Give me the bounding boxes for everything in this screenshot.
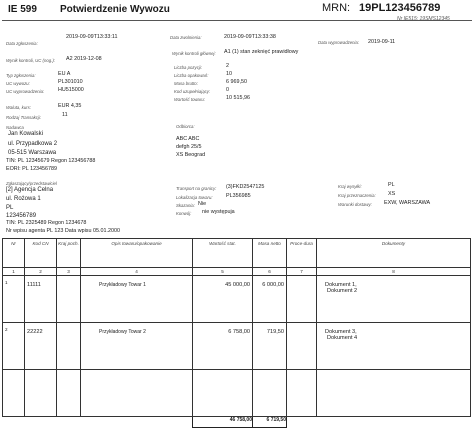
row-kraj-text bbox=[57, 323, 80, 327]
empty-cell bbox=[317, 370, 471, 417]
row-kraj bbox=[57, 323, 81, 370]
header-wartosc: Wartość stat. bbox=[193, 239, 253, 268]
row-procedura-text bbox=[287, 323, 316, 327]
warunki-dostawy-value: EXW, WARSZAWA bbox=[384, 200, 431, 206]
empty-cell bbox=[81, 370, 193, 417]
masa-brutto-label: Masa brutto: bbox=[174, 81, 198, 86]
row-kod-cn-text: 11111 bbox=[27, 282, 41, 288]
empty-cell bbox=[287, 370, 317, 417]
blank-cell bbox=[3, 417, 25, 428]
row-doc-line: Dokument 4 bbox=[327, 335, 358, 341]
row-kraj bbox=[57, 276, 81, 323]
kraj-wysylki-label: Kraj wysyłki: bbox=[338, 184, 362, 189]
column-number: 1 bbox=[3, 268, 25, 276]
typ-zgloszenia-label: Typ zgłoszenia: bbox=[6, 73, 36, 78]
row-dokumenty bbox=[317, 323, 471, 370]
kod-uzupelniajacy-label: Kod uzupełniający: bbox=[174, 89, 211, 94]
uc-wywozu-label: UC wywozu: bbox=[6, 81, 30, 86]
blank-cell bbox=[57, 417, 81, 428]
empty-cell bbox=[193, 370, 253, 417]
document-code: IE 599 bbox=[8, 4, 37, 15]
kraj-wysylki-value: PL bbox=[388, 182, 395, 188]
zglaszajacy-street: ul. Rożowa 1 bbox=[6, 196, 41, 202]
header-procedura: Proce-dura bbox=[287, 239, 317, 268]
zglaszajacy-wpis: Nr wpisu agenta PL 123 Data wpisu 05.01.2000 bbox=[6, 228, 120, 234]
wynik-uc-label: Wynik kontroli, UC (nog.): bbox=[6, 58, 55, 63]
wynik-kontroli-value: A1 (1) stan zeknięć prawidłowy bbox=[224, 49, 299, 55]
row-doc-line: Dokument 1, bbox=[325, 282, 357, 288]
row-nr bbox=[3, 276, 25, 323]
header-divider bbox=[2, 20, 472, 21]
data-wyprowadzenia-value: 2019-09-11 bbox=[368, 39, 396, 45]
row-masa-text: 6 000,00 bbox=[262, 282, 284, 288]
document-title: Potwierdzenie Wywozu bbox=[60, 4, 170, 15]
rodzaj-transakcji-value: 11 bbox=[62, 112, 68, 118]
empty-cell bbox=[25, 370, 57, 417]
transport-label: Transport na granicy: bbox=[176, 186, 217, 191]
row-kod-cn bbox=[25, 323, 57, 370]
row-nr-text: 2 bbox=[5, 327, 8, 332]
blank-cell bbox=[287, 417, 317, 428]
header-nr: Nr bbox=[3, 239, 25, 268]
liczba-opakowan-value: 10 bbox=[226, 71, 232, 77]
kraj-przeznaczenia-label: Kraj przeznaczenia: bbox=[338, 193, 376, 198]
kod-uzupelniajacy-value: 0 bbox=[226, 87, 229, 93]
nadawca-street: ul. Przypadkowa 2 bbox=[8, 141, 58, 147]
column-number: 5 bbox=[193, 268, 253, 276]
mrn-label: MRN: bbox=[322, 2, 351, 14]
nadawca-name: Jan Kowalski bbox=[8, 131, 44, 137]
row-wartosc bbox=[193, 276, 253, 323]
row-kod-cn-text: 22222 bbox=[27, 329, 43, 335]
table-row-empty bbox=[3, 370, 471, 417]
zglaszajacy-country: PL bbox=[6, 205, 14, 211]
skazania-value: Nie bbox=[198, 201, 207, 207]
nadawca-tin: TIN: PL 12345679 Regon 123456788 bbox=[6, 158, 96, 164]
header-masa: Masa netto bbox=[253, 239, 287, 268]
row-doc-line: Dokument 2 bbox=[327, 288, 358, 294]
row-masa bbox=[253, 323, 287, 370]
goods-table bbox=[2, 238, 471, 428]
lokalizacja-label: Lokalizacja towaru: bbox=[176, 195, 213, 200]
zglaszajacy-label: Zgłaszający/przedstawiciel bbox=[6, 181, 57, 186]
masa-brutto-value: 6 969,50 bbox=[226, 79, 247, 85]
wartosc-towaru-label: Wartość towaru: bbox=[174, 97, 205, 102]
row-masa-text: 719,50 bbox=[266, 329, 284, 335]
zglaszajacy-name: [2] Agencja Celna bbox=[6, 187, 54, 193]
blank-cell bbox=[81, 417, 193, 428]
empty-cell bbox=[57, 370, 81, 417]
ie515-reference: Nr IE515: 19SMS12345 bbox=[397, 16, 450, 22]
uc-wyprowadzenia-value: HU515000 bbox=[58, 87, 84, 93]
empty-cell bbox=[253, 370, 287, 417]
header-kod-cn: Kod CN bbox=[25, 239, 57, 268]
table-row bbox=[3, 323, 471, 370]
blank-cell bbox=[317, 417, 471, 428]
row-wartosc bbox=[193, 323, 253, 370]
column-number: 7 bbox=[287, 268, 317, 276]
row-kraj-text bbox=[57, 276, 80, 280]
odbiorca-name: ABC ABC bbox=[176, 136, 200, 142]
row-procedura-text bbox=[287, 276, 316, 280]
data-zwolnienia-value: 2019-09-09T13:33:38 bbox=[224, 34, 276, 40]
transport-value: (3)FKD2547125 bbox=[226, 184, 265, 190]
row-opis bbox=[81, 323, 193, 370]
liczba-opakowan-label: Liczba opakowań: bbox=[174, 73, 209, 78]
konwoj-value: nie występuja bbox=[202, 209, 235, 215]
row-opis-text: Przykładowy Towar 1 bbox=[99, 282, 146, 288]
wynik-uc-value: A2 2019-12-08 bbox=[66, 56, 102, 62]
row-opis-text: Przykładowy Towar 2 bbox=[99, 329, 146, 335]
column-number: 3 bbox=[57, 268, 81, 276]
data-zgloszenia-label: Data zgłoszenia: bbox=[6, 41, 38, 46]
row-procedura bbox=[287, 323, 317, 370]
row-kod-cn bbox=[25, 276, 57, 323]
header-dokumenty: Dokumenty bbox=[317, 239, 471, 268]
rodzaj-transakcji-label: Rodzaj Transakcji: bbox=[6, 115, 42, 120]
typ-zgloszenia-value: EU A bbox=[58, 71, 71, 77]
row-wartosc-text: 45 000,00 bbox=[225, 282, 250, 288]
waluta-value: EUR 4,35 bbox=[58, 103, 82, 109]
odbiorca-street: defgh 25/5 bbox=[176, 144, 202, 150]
column-number: 2 bbox=[25, 268, 57, 276]
nadawca-city: 05-515 Warszawa bbox=[8, 150, 57, 156]
column-number: 6 bbox=[253, 268, 287, 276]
wartosc-towaru-value: 10 515,96 bbox=[226, 95, 250, 101]
warunki-dostawy-label: Warunki dostawy: bbox=[338, 202, 372, 207]
wynik-kontroli-label: Wynik kontroli głównej: bbox=[172, 51, 216, 56]
nadawca-label: Nadawca bbox=[6, 125, 24, 130]
skazania-label: Skazania: bbox=[176, 203, 195, 208]
data-wyprowadzenia-label: Data wyprowadzenia: bbox=[318, 40, 360, 45]
row-nr bbox=[3, 323, 25, 370]
konwoj-label: Konwój: bbox=[176, 211, 192, 216]
row-doc-line: Dokument 3, bbox=[325, 329, 357, 335]
table-header-row bbox=[3, 239, 471, 268]
odbiorca-label: Odbiorca: bbox=[176, 124, 195, 129]
zglaszajacy-tin: TIN: PL 2325489 Regon 1234678 bbox=[6, 220, 87, 226]
uc-wywozu-value: PL301010 bbox=[58, 79, 83, 85]
zglaszajacy-number: 123456789 bbox=[6, 213, 37, 219]
column-number: 4 bbox=[81, 268, 193, 276]
header-opis: Opis towaru/opakowanie bbox=[81, 239, 193, 268]
totals-row bbox=[3, 417, 471, 428]
column-number: 8 bbox=[317, 268, 471, 276]
nadawca-eori: EORI: PL 123456789 bbox=[6, 166, 58, 172]
row-wartosc-text: 6 758,00 bbox=[228, 329, 250, 335]
total-masa: 6 719,50 bbox=[253, 417, 287, 428]
row-dokumenty bbox=[317, 276, 471, 323]
header-kraj-poch: Kraj poch. bbox=[57, 239, 81, 268]
total-wartosc: 46 758,00 bbox=[193, 417, 253, 428]
data-zgloszenia-value: 2019-09-09T13:33:11 bbox=[66, 34, 118, 40]
lokalizacja-value: PL356985 bbox=[226, 193, 251, 199]
row-opis bbox=[81, 276, 193, 323]
row-procedura bbox=[287, 276, 317, 323]
row-masa bbox=[253, 276, 287, 323]
odbiorca-city: XS Beograd bbox=[176, 152, 206, 158]
table-row bbox=[3, 276, 471, 323]
kraj-przeznaczenia-value: XS bbox=[388, 191, 396, 197]
mrn-value: 19PL123456789 bbox=[359, 2, 441, 14]
liczba-pozycji-value: 2 bbox=[226, 63, 229, 69]
waluta-label: Waluta, kurs: bbox=[6, 105, 31, 110]
blank-cell bbox=[25, 417, 57, 428]
uc-wyprowadzenia-label: UC wyprowadzenia: bbox=[6, 89, 45, 94]
empty-cell bbox=[3, 370, 25, 417]
column-number-row bbox=[3, 268, 471, 276]
liczba-pozycji-label: Liczba pozycji: bbox=[174, 65, 202, 70]
data-zwolnienia-label: Data zwolnienia: bbox=[170, 35, 202, 40]
row-nr-text: 1 bbox=[5, 280, 8, 285]
